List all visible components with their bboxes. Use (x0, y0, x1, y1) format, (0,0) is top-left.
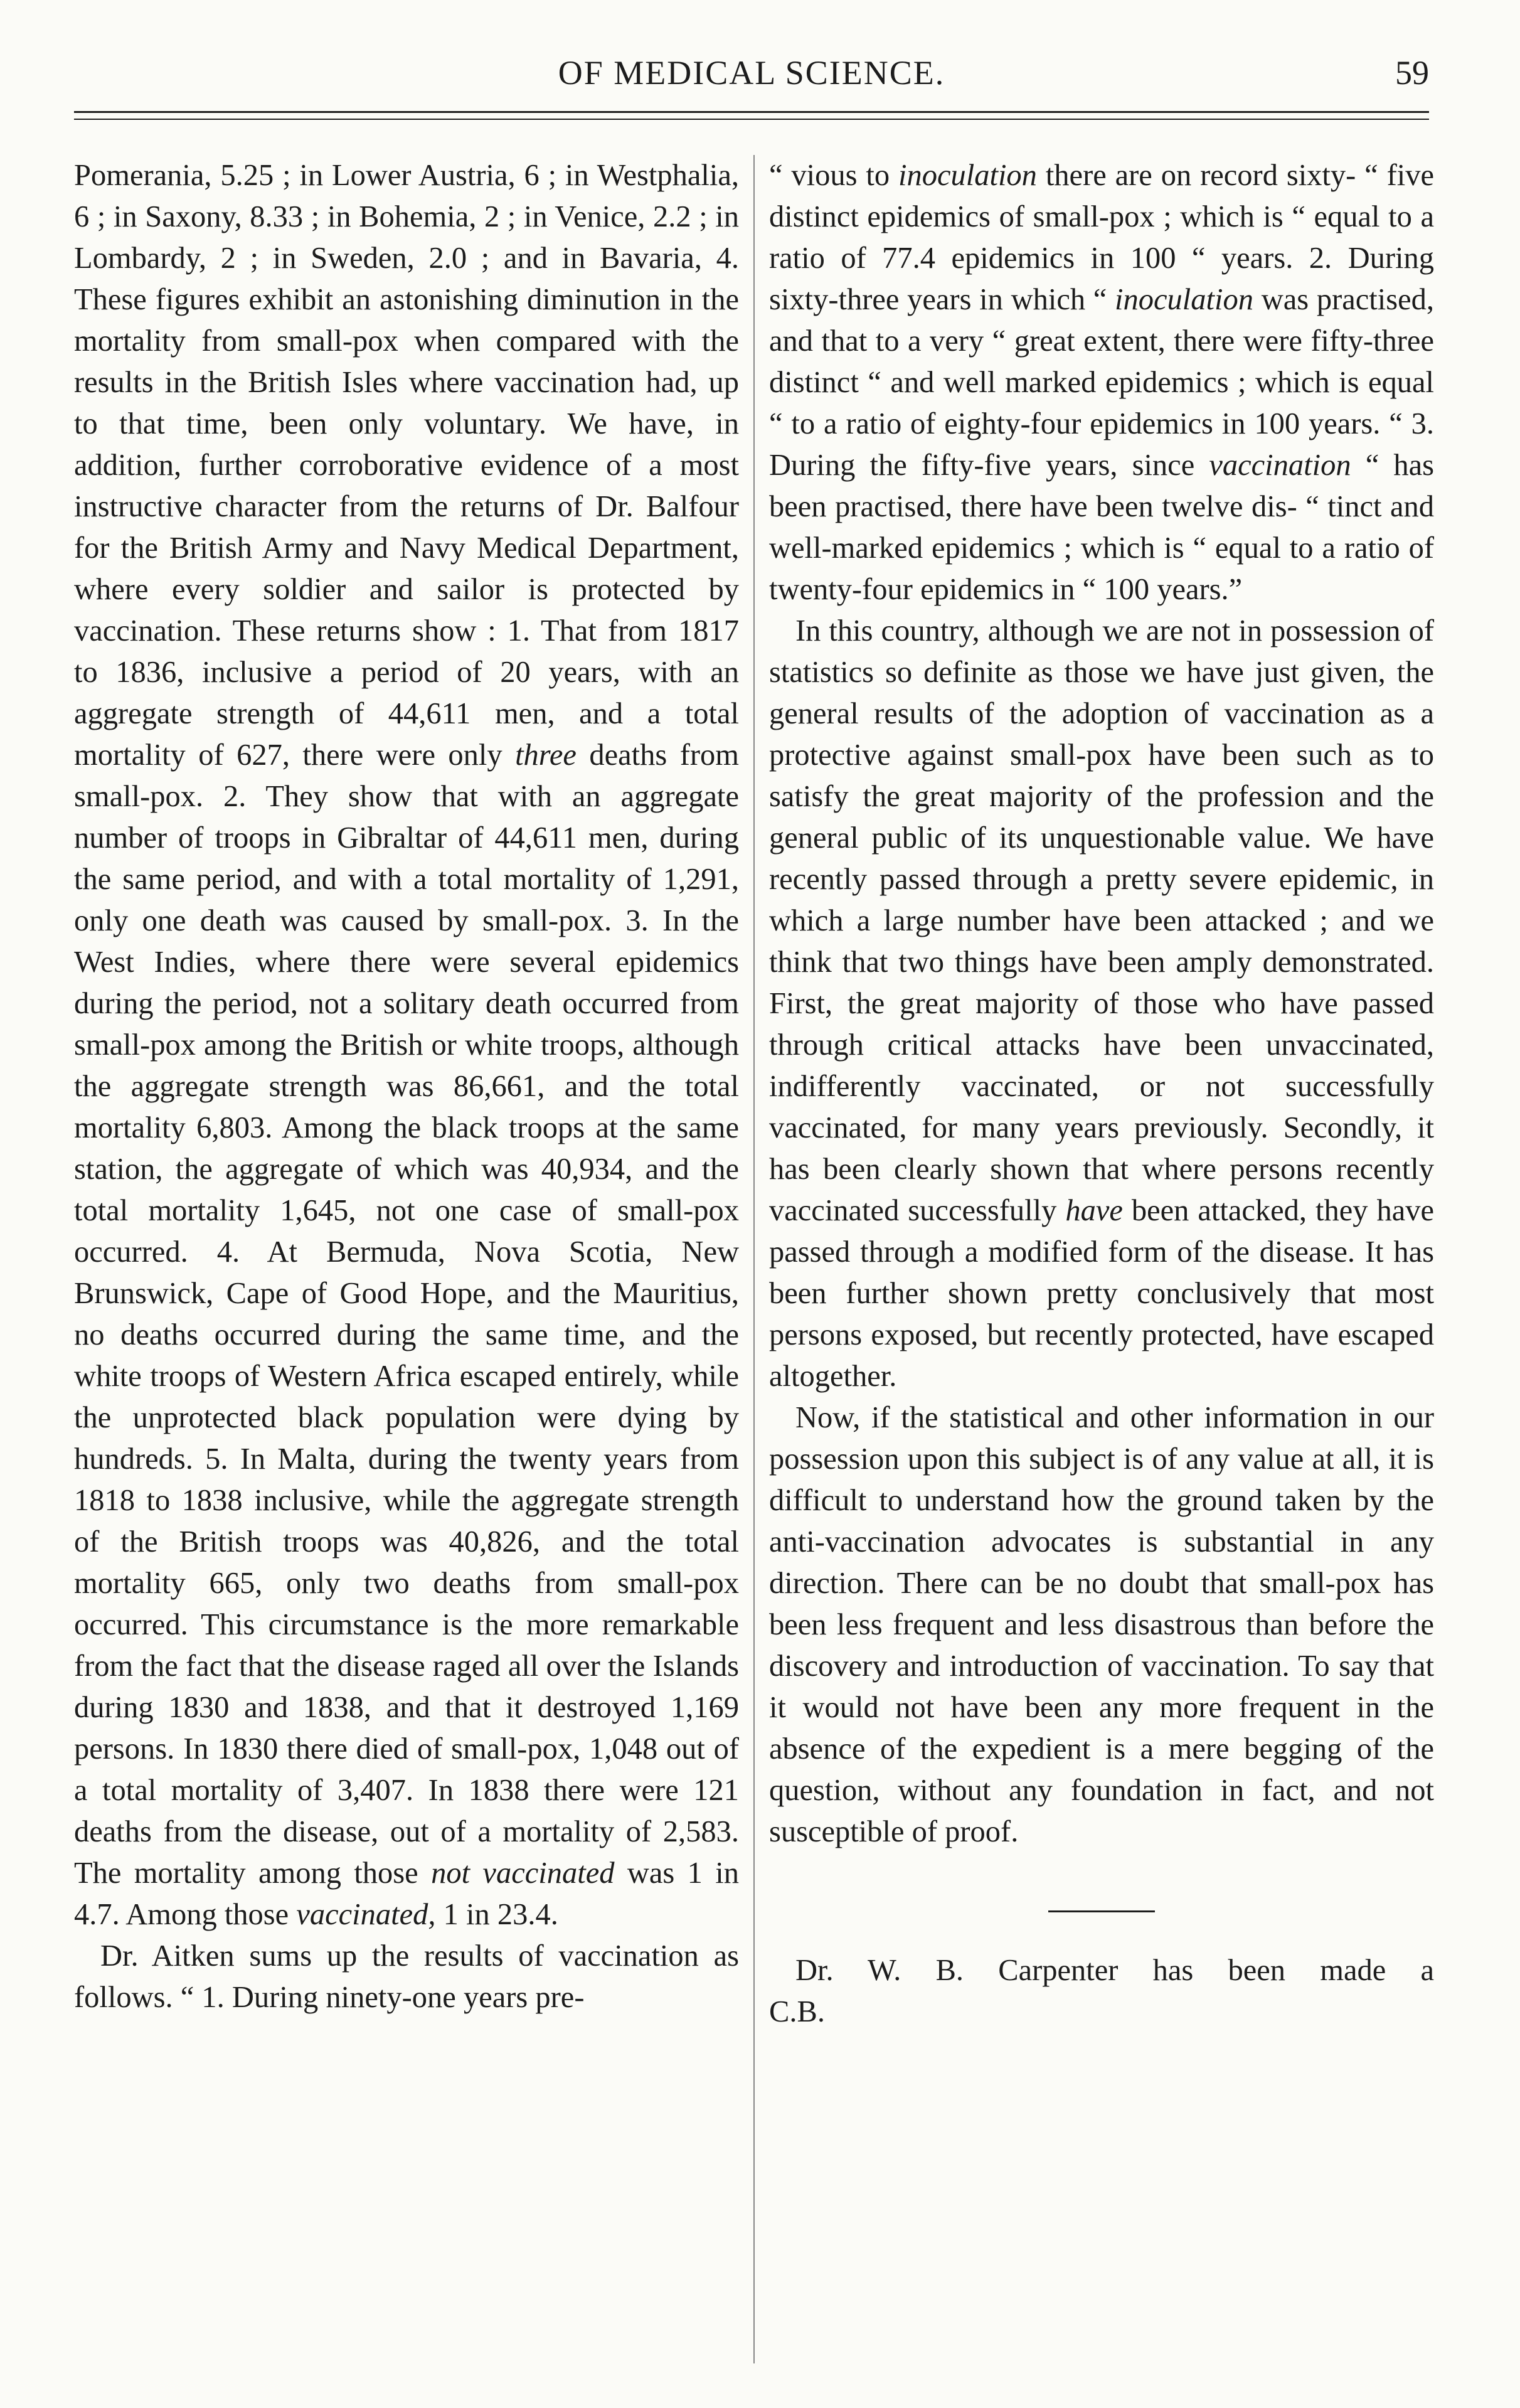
header-rule-bottom (74, 119, 1429, 120)
right-column (769, 155, 1434, 2033)
section-rule (1048, 1910, 1155, 1912)
paragraph: Pomerania, 5.25 ; in Lower Austria, 6 ; in Westphalia, 6 ; in Saxony, 8.33 ; in Bohemia, 2 ; in Venice, 2.2 ; in Lombardy, 2 ; in Sweden, 2.0 ; and in Bavaria, 4. These figures exhibit an astonishing diminution in the mortality from small-pox when compared with the results in the British Isles where vaccination had, up to that time, been only voluntary. We have, in addition, further corroborative evidence of a most instructive character from the returns of Dr. Balfour for the British Army and Navy Medical Department, where every soldier and sailor is protected by vaccination. These returns show : 1. That from 1817 to 1836, inclusive a period of 20 years, with an aggregate strength of 44,611 men, and a total mortality of 627, there were only three deaths from small-pox. 2. They show that with an aggregate number of troops in Gibraltar of 44,611 men, during the same period, and with a total mortality of 1,291, only one death was caused by small-pox. 3. In the West Indies, where there were several epidemics during the period, not a solitary death occurred from small-pox among the British or white troops, although the aggregate strength was 86,661, and the total mortality 6,803. Among the black troops at the same station, the aggregate of which was 40,934, and the total mortality 1,645, not one case of small-pox occurred. 4. At Bermuda, Nova Scotia, New Brunswick, Cape of Good Hope, and the Mauritius, no deaths occurred during the same time, and the white troops of Western Africa escaped entirely, while the unprotected black population were dying by hundreds. 5. In Malta, during the twenty years from 1818 to 1838 inclusive, while the aggregate strength of the British troops was 40,826, and the total mortality 665, only two deaths from small-pox occurred. This circumstance is the more remarkable from the fact that the disease raged all over the Islands during 1830 and 1838, and that it destroyed 1,169 persons. In 1830 there died of small-pox, 1,048 out of a total mortality of 3,407. In 1838 there were 121 deaths from the disease, out of a mortality of 2,583. The mortality among those not vaccinated was 1 in 4.7. Among those vaccinated, 1 in 23.4. (74, 159, 739, 1931)
page-header (74, 35, 1429, 129)
page-number: 59 (1395, 54, 1429, 92)
paragraph: Dr. Aitken sums up the results of vaccination as follows. “ 1. During ninety-one years pre- (74, 1939, 739, 2014)
paragraph: In this country, although we are not in possession of statistics so definite as those we have just given, the general results of the adoption of vaccination as a protective against small-pox have been such as to satisfy the great majority of the profession and the general public of its unquestionable value. We have recently passed through a pretty severe epidemic, in which a large number have been attacked ; and we think that two things have been amply demonstrated. First, the great majority of those who have passed through critical attacks have been unvaccinated, indifferently vaccinated, or not successfully vaccinated, for many years previously. Secondly, it has been clearly shown that where persons recently vaccinated successfully have been attacked, they have passed through a modified form of the disease. It has been further shown pretty conclusively that most persons exposed, but recently protected, have escaped altogether. (769, 614, 1434, 1393)
two-column-body (74, 155, 1435, 2363)
journal-page (74, 35, 1435, 2363)
news-note: Dr. W. B. Carpenter has been made a C.B. (769, 1954, 1434, 2028)
column-divider (753, 155, 755, 2363)
header-rule-top (74, 111, 1429, 113)
running-title: OF MEDICAL SCIENCE. (558, 54, 945, 92)
quotation-continued: “ vious to inoculation there are on record sixty- “ five distinct epidemics of small-pox ; which is “ equal to a ratio of 77.4 epidemics in 100 “ years. 2. During sixty-three years in which “ inoculation was practised, and that to a very “ great extent, there were fifty-three distinct “ and well marked epidemics ; which is equal “ to a ratio of eighty-four epidemics in 100 years. “ 3. During the fifty-five years, since vaccination “ has been practised, there have been twelve dis- “ tinct and well-marked epidemics ; which is “ equal to a ratio of twenty-four epidemics in “ 100 years.” (769, 159, 1435, 606)
paragraph: Now, if the statistical and other information in our possession upon this subject is of any value at all, it is difficult to understand how the ground taken by the anti-vaccination advocates is substantial in any direction. There can be no doubt that small-pox has been less frequent and less disastrous than before the discovery and introduction of vaccination. To say that it would not have been any more frequent in the absence of the expedient is a mere begging of the question, without any foundation in fact, and not susceptible of proof. (769, 1401, 1434, 1848)
left-column (74, 155, 739, 2018)
